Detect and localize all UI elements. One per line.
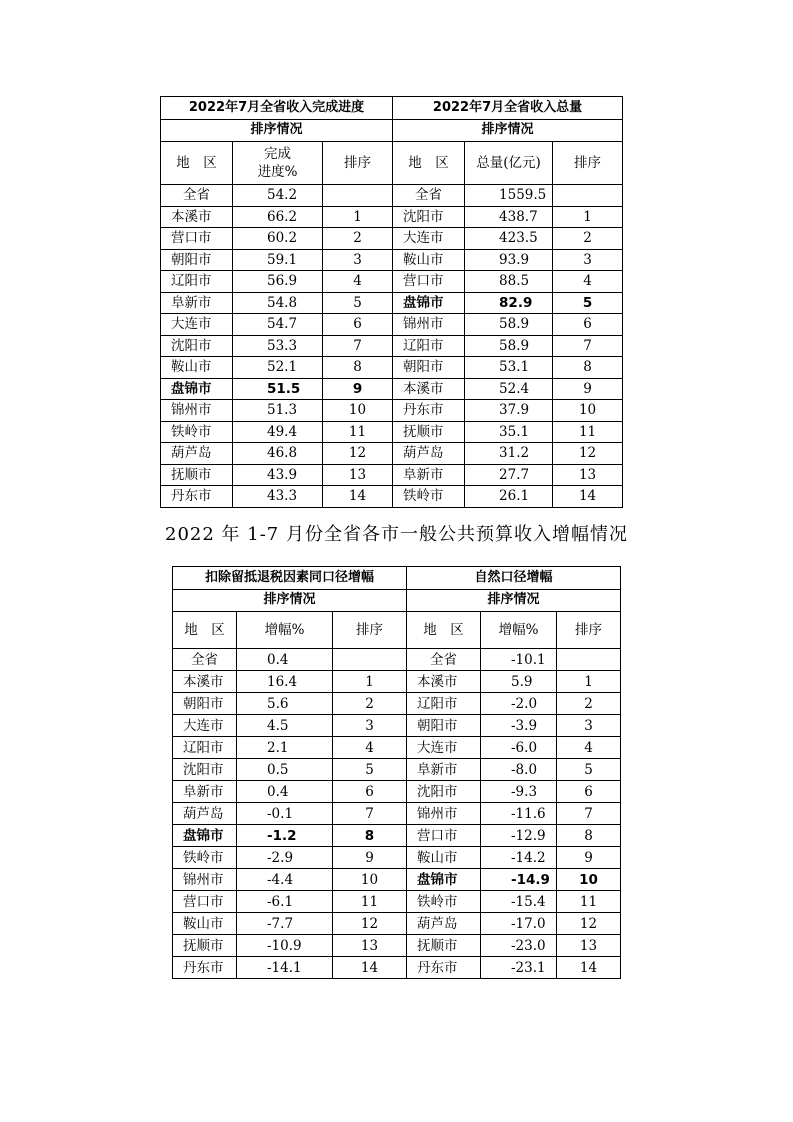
table-row xyxy=(173,891,621,913)
table-cell: -14.1 xyxy=(237,957,333,979)
table-cell xyxy=(557,649,621,671)
table-cell: 丹东市 xyxy=(161,486,233,508)
table-cell: 4 xyxy=(333,737,407,759)
table-cell: -8.0 xyxy=(481,759,557,781)
table-cell: 7 xyxy=(557,803,621,825)
table-cell: -4.4 xyxy=(237,869,333,891)
column-header-line: 完成 进度% xyxy=(257,146,298,181)
column-header xyxy=(233,142,323,185)
table-cell: 49.4 xyxy=(233,421,323,443)
table-cell: -9.3 xyxy=(481,781,557,803)
table-cell: 9 xyxy=(553,378,623,400)
table-row xyxy=(161,314,623,336)
table-cell: 53.1 xyxy=(465,357,553,379)
table-cell: 铁岭市 xyxy=(161,421,233,443)
table-row xyxy=(173,737,621,759)
table-cell xyxy=(323,185,393,207)
table-cell: 4 xyxy=(553,271,623,293)
table-cell: 6 xyxy=(557,781,621,803)
table-cell: 3 xyxy=(323,249,393,271)
column-header: 增幅% xyxy=(237,612,333,649)
table-cell: 56.9 xyxy=(233,271,323,293)
table-cell: 9 xyxy=(323,378,393,400)
table-cell: -10.1 xyxy=(481,649,557,671)
table-cell: 11 xyxy=(323,421,393,443)
table-cell: 59.1 xyxy=(233,249,323,271)
table-row xyxy=(161,421,623,443)
table-cell: 全省 xyxy=(393,185,465,207)
table-row xyxy=(161,443,623,465)
table-cell: 54.2 xyxy=(233,185,323,207)
table-cell: -6.1 xyxy=(237,891,333,913)
table-cell: 抚顺市 xyxy=(161,464,233,486)
table-cell: 35.1 xyxy=(465,421,553,443)
table-row xyxy=(161,357,623,379)
table2-right-title: 自然口径增幅 xyxy=(407,567,621,590)
table-cell: 丹东市 xyxy=(407,957,481,979)
table-cell: 铁岭市 xyxy=(173,847,237,869)
table-cell: 沈阳市 xyxy=(161,335,233,357)
table-cell: 营口市 xyxy=(161,228,233,250)
table-cell: 营口市 xyxy=(173,891,237,913)
table-cell: 铁岭市 xyxy=(407,891,481,913)
table-cell: 13 xyxy=(553,464,623,486)
table-cell: 鞍山市 xyxy=(161,357,233,379)
table-cell: 沈阳市 xyxy=(173,759,237,781)
column-header: 地 区 xyxy=(393,142,465,185)
table-cell xyxy=(553,185,623,207)
table-row xyxy=(173,649,621,671)
table-cell: 铁岭市 xyxy=(393,486,465,508)
table-row xyxy=(161,228,623,250)
table-cell: 2 xyxy=(333,693,407,715)
table-cell: 5.9 xyxy=(481,671,557,693)
table-row xyxy=(173,957,621,979)
table-cell: 锦州市 xyxy=(407,803,481,825)
column-header: 排序 xyxy=(557,612,621,649)
column-header: 排序 xyxy=(333,612,407,649)
table-cell: 8 xyxy=(553,357,623,379)
table-row xyxy=(173,935,621,957)
table-cell: -17.0 xyxy=(481,913,557,935)
table-cell: 葫芦岛 xyxy=(173,803,237,825)
table-cell: 1559.5 xyxy=(465,185,553,207)
table-cell: 13 xyxy=(323,464,393,486)
table1-left-title: 2022年7月全省收入完成进度 xyxy=(161,97,393,120)
table-row xyxy=(173,869,621,891)
table-row xyxy=(173,715,621,737)
table-cell: 丹东市 xyxy=(173,957,237,979)
table-row xyxy=(173,759,621,781)
table-cell: 14 xyxy=(557,957,621,979)
table-cell: 1 xyxy=(333,671,407,693)
table-cell: 鞍山市 xyxy=(407,847,481,869)
table-cell: 盘锦市 xyxy=(161,378,233,400)
table-cell: 3 xyxy=(333,715,407,737)
table-row xyxy=(173,847,621,869)
table-cell: 4 xyxy=(557,737,621,759)
table-cell: 7 xyxy=(333,803,407,825)
table-cell: 10 xyxy=(323,400,393,422)
table-cell: 53.3 xyxy=(233,335,323,357)
section-title: 2022 年 1-7 月份全省各市一般公共预算收入增幅情况 xyxy=(165,524,628,545)
table-cell: 8 xyxy=(557,825,621,847)
table-cell: 全省 xyxy=(407,649,481,671)
table-cell: 全省 xyxy=(161,185,233,207)
table-cell: 60.2 xyxy=(233,228,323,250)
table-cell: 1 xyxy=(553,206,623,228)
table-row xyxy=(161,206,623,228)
table-cell: 12 xyxy=(333,913,407,935)
table-cell: 14 xyxy=(323,486,393,508)
table-cell: 辽阳市 xyxy=(173,737,237,759)
table-cell: 26.1 xyxy=(465,486,553,508)
table-cell: 10 xyxy=(553,400,623,422)
table-cell: 4.5 xyxy=(237,715,333,737)
table-cell: 6 xyxy=(323,314,393,336)
column-header: 排序 xyxy=(553,142,623,185)
table-row xyxy=(173,693,621,715)
table-cell: 大连市 xyxy=(161,314,233,336)
table-cell: 11 xyxy=(557,891,621,913)
table-cell: -14.9 xyxy=(481,869,557,891)
table-cell: 本溪市 xyxy=(407,671,481,693)
table-row xyxy=(161,271,623,293)
table-cell: 抚顺市 xyxy=(173,935,237,957)
table-cell: 7 xyxy=(323,335,393,357)
table-cell: 31.2 xyxy=(465,443,553,465)
table-row xyxy=(173,913,621,935)
table-cell: 营口市 xyxy=(393,271,465,293)
table-cell: 朝阳市 xyxy=(161,249,233,271)
table-cell: 本溪市 xyxy=(393,378,465,400)
table-cell: 27.7 xyxy=(465,464,553,486)
table-row xyxy=(161,400,623,422)
table-cell: -14.2 xyxy=(481,847,557,869)
table-cell: -2.0 xyxy=(481,693,557,715)
table-cell: 葫芦岛 xyxy=(393,443,465,465)
table1-left-subtitle: 排序情况 xyxy=(161,119,393,142)
table-cell: 锦州市 xyxy=(393,314,465,336)
table-cell: 沈阳市 xyxy=(393,206,465,228)
table-cell: 6 xyxy=(333,781,407,803)
table-cell: 0.4 xyxy=(237,649,333,671)
table-cell: 14 xyxy=(333,957,407,979)
table-cell: 54.7 xyxy=(233,314,323,336)
table-cell: 盘锦市 xyxy=(173,825,237,847)
growth-rate-table xyxy=(172,566,621,979)
table-cell: 辽阳市 xyxy=(407,693,481,715)
table2-right-subtitle: 排序情况 xyxy=(407,589,621,612)
table-cell: 本溪市 xyxy=(161,206,233,228)
table-cell: 43.9 xyxy=(233,464,323,486)
table-cell: -3.9 xyxy=(481,715,557,737)
table-cell: 54.8 xyxy=(233,292,323,314)
column-header: 地 区 xyxy=(173,612,237,649)
table-cell: 12 xyxy=(553,443,623,465)
table-cell: 全省 xyxy=(173,649,237,671)
table-row xyxy=(161,292,623,314)
table-cell: 7 xyxy=(553,335,623,357)
table-cell: 阜新市 xyxy=(393,464,465,486)
table-cell: -1.2 xyxy=(237,825,333,847)
table-cell: 37.9 xyxy=(465,400,553,422)
table-cell: 沈阳市 xyxy=(407,781,481,803)
table-cell: 9 xyxy=(557,847,621,869)
table-cell: 本溪市 xyxy=(173,671,237,693)
table-cell: 5.6 xyxy=(237,693,333,715)
table-cell: 58.9 xyxy=(465,314,553,336)
table2-left-subtitle: 排序情况 xyxy=(173,589,407,612)
table-row xyxy=(161,464,623,486)
table-cell: 5 xyxy=(323,292,393,314)
table-row xyxy=(173,803,621,825)
table-cell: 1 xyxy=(323,206,393,228)
table-cell: 10 xyxy=(333,869,407,891)
table-cell: 88.5 xyxy=(465,271,553,293)
table-cell: 2 xyxy=(557,693,621,715)
table-cell: 锦州市 xyxy=(173,869,237,891)
table-cell: -15.4 xyxy=(481,891,557,913)
table-cell: 9 xyxy=(333,847,407,869)
table-row xyxy=(161,378,623,400)
table-row xyxy=(161,185,623,207)
table-row xyxy=(173,781,621,803)
column-header: 地 区 xyxy=(161,142,233,185)
table-cell: 16.4 xyxy=(237,671,333,693)
table-cell: 丹东市 xyxy=(393,400,465,422)
table-cell: 大连市 xyxy=(173,715,237,737)
table-cell: 0.5 xyxy=(237,759,333,781)
table-cell: 43.3 xyxy=(233,486,323,508)
table-cell: 辽阳市 xyxy=(393,335,465,357)
table-cell: 8 xyxy=(333,825,407,847)
table-cell: 阜新市 xyxy=(161,292,233,314)
table1-right-title: 2022年7月全省收入总量 xyxy=(393,97,623,120)
table-cell: -0.1 xyxy=(237,803,333,825)
table-row xyxy=(173,671,621,693)
table-cell: 2 xyxy=(553,228,623,250)
table-cell: 营口市 xyxy=(407,825,481,847)
table-cell: 5 xyxy=(557,759,621,781)
table-cell: 朝阳市 xyxy=(393,357,465,379)
table-cell: 鞍山市 xyxy=(173,913,237,935)
table-cell: 朝阳市 xyxy=(407,715,481,737)
column-header: 增幅% xyxy=(481,612,557,649)
table-cell: 12 xyxy=(557,913,621,935)
table-cell: 锦州市 xyxy=(161,400,233,422)
table-cell: 5 xyxy=(333,759,407,781)
table-cell: -6.0 xyxy=(481,737,557,759)
table-cell: 10 xyxy=(557,869,621,891)
table-cell: 辽阳市 xyxy=(161,271,233,293)
table-cell: 1 xyxy=(557,671,621,693)
table2-left-title: 扣除留抵退税因素同口径增幅 xyxy=(173,567,407,590)
table-cell: -12.9 xyxy=(481,825,557,847)
table-row xyxy=(173,825,621,847)
table-cell: 3 xyxy=(557,715,621,737)
table-row xyxy=(161,335,623,357)
table-cell: 0.4 xyxy=(237,781,333,803)
table-cell: 阜新市 xyxy=(173,781,237,803)
table-cell xyxy=(333,649,407,671)
table-cell: 58.9 xyxy=(465,335,553,357)
table-cell: -10.9 xyxy=(237,935,333,957)
table-cell: 438.7 xyxy=(465,206,553,228)
table-cell: 13 xyxy=(333,935,407,957)
table-cell: 423.5 xyxy=(465,228,553,250)
table-cell: 8 xyxy=(323,357,393,379)
table1-right-subtitle: 排序情况 xyxy=(393,119,623,142)
column-header: 地 区 xyxy=(407,612,481,649)
table-cell: 5 xyxy=(553,292,623,314)
table-cell: 抚顺市 xyxy=(407,935,481,957)
table-cell: 12 xyxy=(323,443,393,465)
table-cell: 2 xyxy=(323,228,393,250)
table-cell: 51.5 xyxy=(233,378,323,400)
table-cell: 朝阳市 xyxy=(173,693,237,715)
table-row xyxy=(161,486,623,508)
table-cell: 盘锦市 xyxy=(407,869,481,891)
table-cell: -23.0 xyxy=(481,935,557,957)
table-cell: 82.9 xyxy=(465,292,553,314)
table-cell: 鞍山市 xyxy=(393,249,465,271)
table-cell: 葫芦岛 xyxy=(407,913,481,935)
table-cell: 52.4 xyxy=(465,378,553,400)
table-cell: -7.7 xyxy=(237,913,333,935)
table-cell: 52.1 xyxy=(233,357,323,379)
table-cell: 66.2 xyxy=(233,206,323,228)
completion-and-total-table xyxy=(160,96,623,508)
table-cell: 11 xyxy=(553,421,623,443)
table-cell: 4 xyxy=(323,271,393,293)
table-cell: 3 xyxy=(553,249,623,271)
table-cell: 大连市 xyxy=(407,737,481,759)
column-header: 总量(亿元) xyxy=(465,142,553,185)
table-cell: 11 xyxy=(333,891,407,913)
table-cell: 13 xyxy=(557,935,621,957)
column-header: 排序 xyxy=(323,142,393,185)
table-row xyxy=(161,249,623,271)
table-cell: 6 xyxy=(553,314,623,336)
table-cell: 14 xyxy=(553,486,623,508)
table-cell: 46.8 xyxy=(233,443,323,465)
table-cell: 2.1 xyxy=(237,737,333,759)
table-cell: 阜新市 xyxy=(407,759,481,781)
table-cell: -23.1 xyxy=(481,957,557,979)
table-cell: -11.6 xyxy=(481,803,557,825)
table-cell: 51.3 xyxy=(233,400,323,422)
table-cell: -2.9 xyxy=(237,847,333,869)
table-cell: 抚顺市 xyxy=(393,421,465,443)
table-cell: 盘锦市 xyxy=(393,292,465,314)
table-cell: 大连市 xyxy=(393,228,465,250)
table-cell: 93.9 xyxy=(465,249,553,271)
table-cell: 葫芦岛 xyxy=(161,443,233,465)
